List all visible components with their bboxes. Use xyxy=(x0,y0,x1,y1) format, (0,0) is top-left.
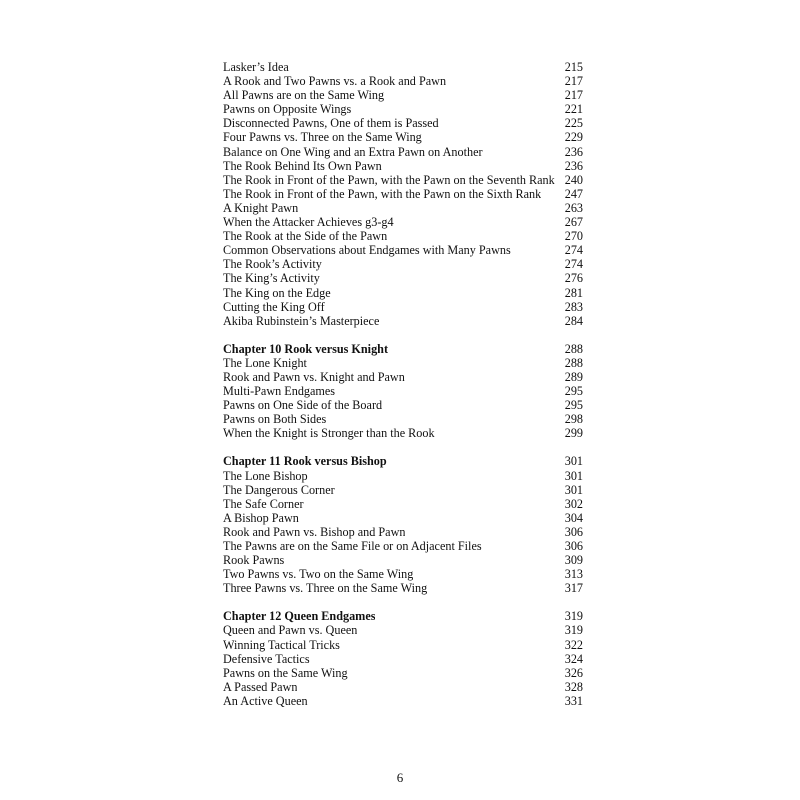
page-ref: 317 xyxy=(564,581,583,596)
toc-entry xyxy=(223,356,583,370)
page-ref: 215 xyxy=(564,60,583,74)
toc-entry xyxy=(223,623,583,637)
toc-entry xyxy=(223,300,583,314)
entry-title: When the Attacker Achieves g3-g4 xyxy=(223,215,394,230)
entry-title: Three Pawns vs. Three on the Same Wing xyxy=(223,581,428,596)
entry-title: Cutting the King Off xyxy=(223,299,325,314)
entry-title: A Rook and Two Pawns vs. a Rook and Pawn xyxy=(223,74,447,89)
entry-title: A Passed Pawn xyxy=(223,679,298,694)
page-ref: 221 xyxy=(564,102,583,117)
chapter-title: Chapter 12 Queen Endgames xyxy=(223,609,376,624)
toc-entry xyxy=(223,74,583,88)
toc-entry xyxy=(223,483,583,497)
page-ref: 313 xyxy=(564,567,583,582)
chapter-title: Chapter 10 Rook versus Knight xyxy=(223,341,389,356)
page-ref: 319 xyxy=(564,623,583,638)
entry-title: Pawns on Opposite Wings xyxy=(223,102,352,117)
entry-title: Rook and Pawn vs. Bishop and Pawn xyxy=(223,524,406,539)
toc-entry xyxy=(223,173,583,187)
entry-title: The Rook in Front of the Pawn, with the Pawn on the Seventh Rank xyxy=(223,172,555,187)
toc-section xyxy=(223,609,583,708)
toc-entry xyxy=(223,567,583,581)
toc-entry xyxy=(223,553,583,567)
toc-entry xyxy=(223,412,583,426)
page-ref: 331 xyxy=(564,693,583,708)
toc-entry xyxy=(223,511,583,525)
entry-title: The Rook Behind Its Own Pawn xyxy=(223,158,382,173)
page-ref: 299 xyxy=(564,426,583,441)
page-ref: 301 xyxy=(564,468,583,483)
page-ref: 295 xyxy=(564,398,583,413)
toc-entry xyxy=(223,229,583,243)
page-ref: 322 xyxy=(564,637,583,652)
page-ref: 229 xyxy=(564,130,583,145)
toc-entry xyxy=(223,201,583,215)
toc-entry xyxy=(223,243,583,257)
toc-entry xyxy=(223,680,583,694)
page-ref: 301 xyxy=(564,482,583,497)
toc-entry xyxy=(223,187,583,201)
toc-entry xyxy=(223,314,583,328)
entry-title: Two Pawns vs. Two on the Same Wing xyxy=(223,567,414,582)
entry-title: Pawns on the Same Wing xyxy=(223,665,348,680)
toc-entry xyxy=(223,426,583,440)
page-ref: 274 xyxy=(564,257,583,272)
toc-entry xyxy=(223,116,583,130)
page-ref: 288 xyxy=(564,355,583,370)
entry-title: The King’s Activity xyxy=(223,271,320,286)
toc-entry xyxy=(223,581,583,595)
page-ref: 225 xyxy=(564,116,583,131)
entry-title: Rook and Pawn vs. Knight and Pawn xyxy=(223,369,405,384)
page-ref: 306 xyxy=(564,524,583,539)
entry-title: The King on the Edge xyxy=(223,285,331,300)
page-ref: 324 xyxy=(564,651,583,666)
page-ref: 328 xyxy=(564,679,583,694)
page-ref: 236 xyxy=(564,144,583,159)
entry-title: Queen and Pawn vs. Queen xyxy=(223,623,358,638)
chapter-heading xyxy=(223,342,583,356)
toc-entry xyxy=(223,257,583,271)
entry-title: The Rook’s Activity xyxy=(223,257,322,272)
page-ref: 270 xyxy=(564,229,583,244)
entry-title: Defensive Tactics xyxy=(223,651,310,666)
chapter-heading xyxy=(223,454,583,468)
page-ref: 301 xyxy=(564,454,583,469)
toc-entry xyxy=(223,286,583,300)
entry-title: Disconnected Pawns, One of them is Passed xyxy=(223,116,439,131)
page-ref: 217 xyxy=(564,88,583,103)
toc-entry xyxy=(223,145,583,159)
entry-title: Akiba Rubinstein’s Masterpiece xyxy=(223,313,380,328)
entry-title: The Safe Corner xyxy=(223,496,304,511)
page-ref: 283 xyxy=(564,299,583,314)
entry-title: A Bishop Pawn xyxy=(223,510,299,525)
toc-entry xyxy=(223,102,583,116)
page-ref: 240 xyxy=(564,172,583,187)
page-ref: 236 xyxy=(564,158,583,173)
toc-section xyxy=(223,342,583,441)
page-ref: 289 xyxy=(564,369,583,384)
entry-title: The Rook in Front of the Pawn, with the Pawn on the Sixth Rank xyxy=(223,186,542,201)
toc-entry xyxy=(223,469,583,483)
page-ref: 304 xyxy=(564,510,583,525)
entry-title: The Lone Knight xyxy=(223,355,307,370)
entry-title: Common Observations about Endgames with Many Pawns xyxy=(223,243,511,258)
page-ref: 309 xyxy=(564,553,583,568)
toc-entry xyxy=(223,130,583,144)
entry-title: Winning Tactical Tricks xyxy=(223,637,340,652)
page-ref: 288 xyxy=(564,341,583,356)
page-ref: 281 xyxy=(564,285,583,300)
chapter-heading xyxy=(223,609,583,623)
table-of-contents xyxy=(223,60,583,708)
toc-entry xyxy=(223,539,583,553)
toc-entry xyxy=(223,271,583,285)
page-ref: 284 xyxy=(564,313,583,328)
chapter-title: Chapter 11 Rook versus Bishop xyxy=(223,454,387,469)
entry-title: A Knight Pawn xyxy=(223,200,299,215)
entry-title: The Rook at the Side of the Pawn xyxy=(223,229,388,244)
page-ref: 267 xyxy=(564,215,583,230)
entry-title: The Dangerous Corner xyxy=(223,482,335,497)
toc-section xyxy=(223,454,583,595)
toc-entry xyxy=(223,398,583,412)
toc-entry xyxy=(223,384,583,398)
toc-entry xyxy=(223,60,583,74)
entry-title: Balance on One Wing and an Extra Pawn on Another xyxy=(223,144,483,159)
entry-title: Rook Pawns xyxy=(223,553,285,568)
toc-entry xyxy=(223,638,583,652)
toc-entry xyxy=(223,694,583,708)
toc-section xyxy=(223,60,583,328)
toc-entry xyxy=(223,215,583,229)
entry-title: Four Pawns vs. Three on the Same Wing xyxy=(223,130,422,145)
page-number: 6 xyxy=(396,770,404,785)
toc-entry xyxy=(223,666,583,680)
entry-title: An Active Queen xyxy=(223,693,308,708)
toc-entry xyxy=(223,159,583,173)
page-ref: 306 xyxy=(564,539,583,553)
page-ref: 319 xyxy=(564,609,583,624)
entry-title: When the Knight is Stronger than the Rook xyxy=(223,426,435,441)
page-ref: 298 xyxy=(564,412,583,427)
entry-title: Pawns on Both Sides xyxy=(223,412,327,427)
entry-title: The Lone Bishop xyxy=(223,468,308,483)
entry-title: Pawns on One Side of the Board xyxy=(223,398,383,413)
toc-entry xyxy=(223,652,583,666)
toc-entry xyxy=(223,525,583,539)
toc-entry xyxy=(223,88,583,102)
toc-entry xyxy=(223,370,583,384)
page-ref: 302 xyxy=(564,496,583,511)
toc-entry xyxy=(223,497,583,511)
entry-title: All Pawns are on the Same Wing xyxy=(223,88,385,103)
page-ref: 276 xyxy=(564,271,583,286)
page-ref: 263 xyxy=(564,200,583,215)
entry-title: Multi-Pawn Endgames xyxy=(223,384,336,399)
page-ref: 247 xyxy=(564,186,583,201)
page-ref: 217 xyxy=(564,74,583,89)
entry-title: Lasker’s Idea xyxy=(223,60,289,74)
page-ref: 326 xyxy=(564,665,583,680)
page-ref: 295 xyxy=(564,384,583,399)
entry-title: The Pawns are on the Same File or on Adjacent Files xyxy=(223,539,482,553)
page-ref: 274 xyxy=(564,243,583,258)
